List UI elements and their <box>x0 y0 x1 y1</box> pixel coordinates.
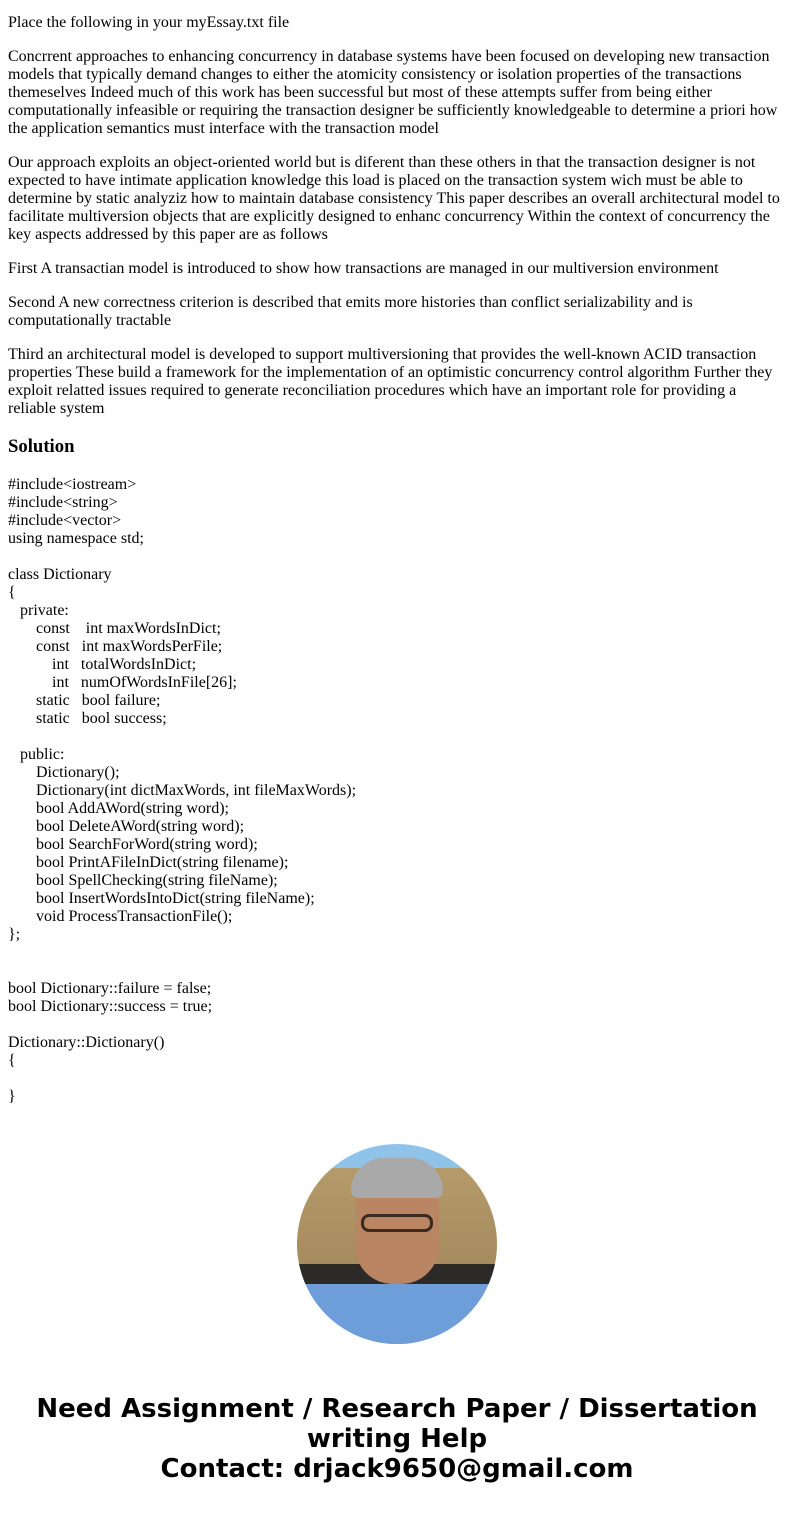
code-line <box>8 962 786 980</box>
question-paragraph: Our approach exploits an object-oriented world but is diferent than these others in that the transaction designer is not expected to have intimate application knowledge this load is placed on the transaction system wich must be able to determine by static analyziz how to maintain database consistency This paper describes an overall architectural model to facilitate multiversion objects that are explicitly designed to enhanc concurrency Within the context of concurrency the key aspects addressed by this paper are as follows <box>8 154 780 243</box>
code-line: Dictionary::Dictionary() <box>8 1034 165 1051</box>
code-line: bool PrintAFileInDict(string filename); <box>8 854 289 871</box>
code-line <box>8 728 786 746</box>
code-line: using namespace std; <box>8 530 144 547</box>
code-line <box>8 1016 786 1034</box>
contact-footer <box>8 1394 786 1484</box>
code-line: bool AddAWord(string word); <box>8 800 229 817</box>
author-photo <box>297 1144 497 1344</box>
code-line: { <box>8 1052 16 1069</box>
code-line: #include<iostream> <box>8 476 137 493</box>
code-line: } <box>8 1088 16 1105</box>
code-line: static bool success; <box>8 710 167 727</box>
footer-help-text: Need Assignment / Research Paper / Dissertation writing Help <box>36 1394 758 1454</box>
code-line: #include<vector> <box>8 512 122 529</box>
question-paragraph: First A transactian model is introduced to show how transactions are managed in our multiversion environment <box>8 260 719 277</box>
code-line: static bool failure; <box>8 692 161 709</box>
code-line: }; <box>8 926 21 943</box>
code-line: int numOfWordsInFile[26]; <box>8 674 237 691</box>
question <box>8 14 786 418</box>
code-line: const int maxWordsPerFile; <box>8 638 223 655</box>
code-line: public: <box>8 746 65 763</box>
code-line: bool SpellChecking(string fileName); <box>8 872 278 889</box>
question-paragraph: Second A new correctness criterion is described that emits more histories than conflict serializability and is computationally tractable <box>8 294 693 329</box>
code-line: bool InsertWordsIntoDict(string fileName); <box>8 890 315 907</box>
code-line: #include<string> <box>8 494 118 511</box>
code-line: bool Dictionary::success = true; <box>8 998 213 1015</box>
code-line: Dictionary(); <box>8 764 120 781</box>
code-line: { <box>8 584 16 601</box>
code-line <box>8 548 786 566</box>
footer-contact-text: Contact: drjack9650@gmail.com <box>160 1454 634 1484</box>
code-line: class Dictionary <box>8 566 112 583</box>
code-line: bool DeleteAWord(string word); <box>8 818 245 835</box>
code-line <box>8 944 786 962</box>
question-paragraph: Third an architectural model is developed to support multiversioning that provides the well-known ACID transaction properties These build a framework for the implementation of an optimistic concurrency control algorithm Further they exploit relatted issues required to generate reconciliation procedures which have an important role for providing a reliable system <box>8 346 773 417</box>
code-line: bool Dictionary::failure = false; <box>8 980 212 997</box>
code-line: Dictionary(int dictMaxWords, int fileMaxWords); <box>8 782 357 799</box>
code-line: void ProcessTransactionFile(); <box>8 908 233 925</box>
code-line <box>8 1070 786 1088</box>
solution-heading: Solution <box>8 436 75 457</box>
solution-code <box>8 476 786 1106</box>
code-line: const int maxWordsInDict; <box>8 620 221 637</box>
code-line: private: <box>8 602 69 619</box>
question-paragraph: Concrrent approaches to enhancing concurrency in database systems have been focused on developing new transaction models that typically demand changes to either the atomicity consistency or isolation properties of the transactions themeselves Indeed much of this work has been successful but most of these attempts suffer from being either computationally infeasible or requiring the transaction designer be sufficiently knowledgeable to determine a priori how the application semantics must interface with the transaction model <box>8 48 778 137</box>
question-paragraph: Place the following in your myEssay.txt file <box>8 14 290 31</box>
code-line: bool SearchForWord(string word); <box>8 836 258 853</box>
code-line: int totalWordsInDict; <box>8 656 197 673</box>
